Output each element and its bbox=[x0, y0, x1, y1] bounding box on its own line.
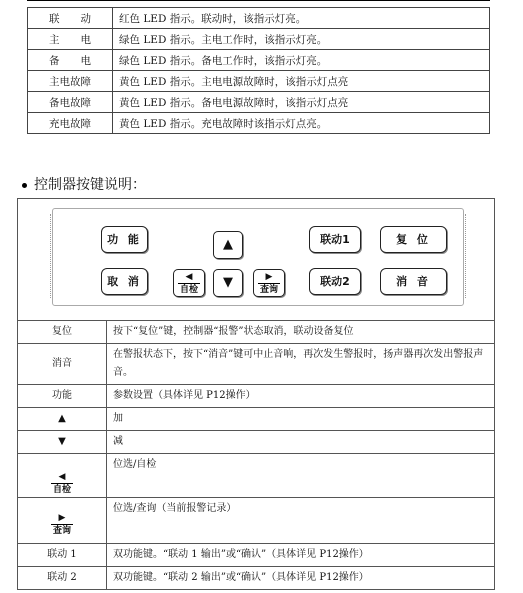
self-check-label: 自检 bbox=[52, 485, 71, 495]
key-name bbox=[18, 454, 107, 498]
table-row bbox=[18, 408, 495, 431]
up-arrow-icon: ▲ bbox=[18, 408, 107, 431]
table-row bbox=[28, 113, 490, 134]
indicator-name: 联 动 bbox=[28, 8, 113, 29]
bullet-dot bbox=[22, 183, 27, 188]
key-name: 复位 bbox=[18, 321, 107, 344]
key-desc: 加 bbox=[107, 408, 495, 431]
table-row bbox=[28, 71, 490, 92]
indicator-desc: 绿色 LED 指示。主电工作时，该指示灯亮。 bbox=[113, 29, 490, 50]
control-panel bbox=[52, 208, 464, 306]
table-row bbox=[18, 344, 495, 385]
up-arrow-icon: ▲ bbox=[223, 237, 233, 252]
key-name: 消音 bbox=[18, 344, 107, 385]
query-button[interactable] bbox=[253, 269, 285, 297]
indicator-desc: 黄色 LED 指示。主电电源故障时，该指示灯点亮 bbox=[113, 71, 490, 92]
func-button[interactable]: 功 能 bbox=[101, 226, 148, 253]
left-arrow-icon: ◀ bbox=[58, 472, 66, 482]
panel-cell bbox=[18, 199, 495, 321]
table-row bbox=[18, 544, 495, 567]
down-button[interactable] bbox=[213, 269, 243, 297]
table-row bbox=[28, 29, 490, 50]
mute-button[interactable]: 消 音 bbox=[380, 268, 447, 295]
query-label: 查询 bbox=[52, 526, 71, 536]
right-arrow-icon: ▶ bbox=[265, 271, 273, 282]
indicator-name: 备电故障 bbox=[28, 92, 113, 113]
indicator-name: 备 电 bbox=[28, 50, 113, 71]
key-table bbox=[17, 198, 495, 590]
panel-guide-right bbox=[465, 214, 466, 298]
table-row bbox=[18, 454, 495, 498]
down-arrow-icon: ▼ bbox=[18, 431, 107, 454]
indicator-desc: 黄色 LED 指示。充电故障时该指示灯点亮。 bbox=[113, 113, 490, 134]
indicator-name: 充电故障 bbox=[28, 113, 113, 134]
indicator-table bbox=[27, 7, 490, 134]
right-arrow-icon: ▶ bbox=[58, 513, 66, 523]
section-title: 控制器按键说明： bbox=[34, 177, 146, 193]
indicator-name: 主电故障 bbox=[28, 71, 113, 92]
table-row bbox=[28, 50, 490, 71]
reset-button[interactable]: 复 位 bbox=[380, 226, 447, 253]
table-row bbox=[18, 321, 495, 344]
key-desc: 减 bbox=[107, 431, 495, 454]
key-desc: 双功能键。“联动 2 输出”或“确认”（具体详见 P12操作） bbox=[107, 567, 495, 590]
table-row bbox=[28, 8, 490, 29]
down-arrow-icon: ▼ bbox=[223, 275, 233, 290]
key-desc: 位选/查询（当前报警记录） bbox=[107, 498, 495, 544]
up-button[interactable] bbox=[213, 231, 243, 259]
key-desc: 在警报状态下，按下“消音”键可中止音响，再次发生警报时，扬声器再次发出警报声音。 bbox=[107, 344, 495, 385]
key-name: 联动 2 bbox=[18, 567, 107, 590]
self-check-label: 自检 bbox=[179, 284, 198, 295]
key-name bbox=[18, 498, 107, 544]
key-name: 功能 bbox=[18, 385, 107, 408]
key-desc: 双功能键。“联动 1 输出”或“确认”（具体详见 P12操作） bbox=[107, 544, 495, 567]
key-name: 联动 1 bbox=[18, 544, 107, 567]
query-label: 查询 bbox=[259, 284, 278, 295]
self-check-button[interactable] bbox=[173, 269, 205, 297]
left-arrow-icon: ◀ bbox=[185, 271, 193, 282]
link1-button[interactable]: 联动1 bbox=[309, 226, 361, 253]
indicator-name: 主 电 bbox=[28, 29, 113, 50]
key-desc: 按下“复位”键，控制器“报警”状态取消，联动设备复位 bbox=[107, 321, 495, 344]
cancel-button[interactable]: 取 消 bbox=[101, 268, 148, 295]
table-row bbox=[18, 385, 495, 408]
panel-row bbox=[18, 199, 495, 321]
table-row bbox=[28, 92, 490, 113]
top-rule bbox=[27, 0, 490, 1]
indicator-desc: 绿色 LED 指示。备电工作时，该指示灯亮。 bbox=[113, 50, 490, 71]
panel-guide-left bbox=[50, 214, 51, 298]
table-row bbox=[18, 431, 495, 454]
key-desc: 位选/自检 bbox=[107, 454, 495, 498]
indicator-desc: 黄色 LED 指示。备电电源故障时，该指示灯点亮 bbox=[113, 92, 490, 113]
indicator-desc: 红色 LED 指示。联动时，该指示灯亮。 bbox=[113, 8, 490, 29]
section-heading bbox=[22, 174, 146, 194]
link2-button[interactable]: 联动2 bbox=[309, 268, 361, 295]
table-row bbox=[18, 498, 495, 544]
key-desc: 参数设置（具体详见 P12操作） bbox=[107, 385, 495, 408]
table-row bbox=[18, 567, 495, 590]
